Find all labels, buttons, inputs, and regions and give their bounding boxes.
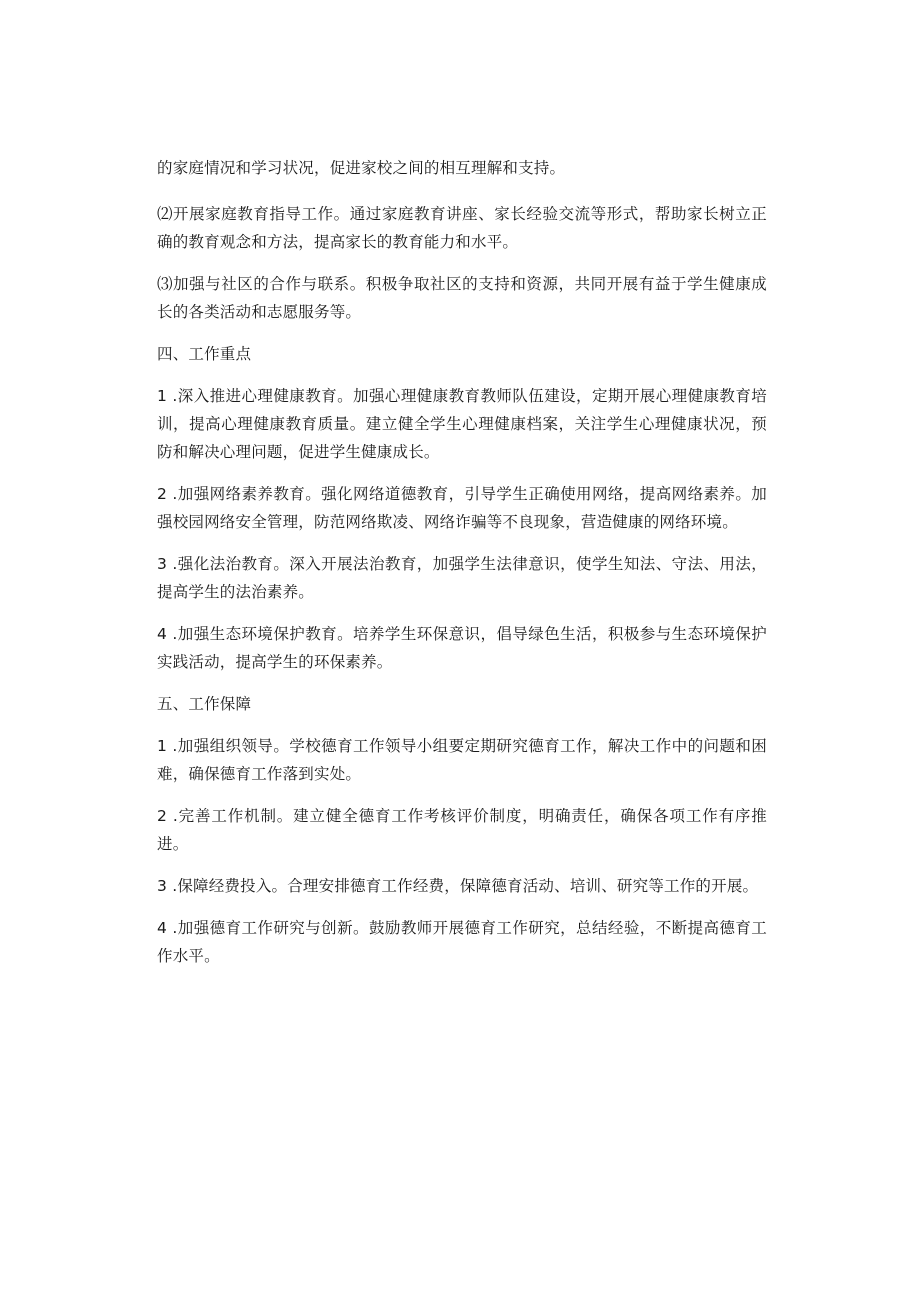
focus-item-4: 4 .加强生态环境保护教育。培养学生环保意识，倡导绿色生活，积极参与生态环境保护实践活动，提高学生的环保素养。 xyxy=(157,625,767,671)
paragraph-item-3: ⑶加强与社区的合作与联系。积极争取社区的支持和资源，共同开展有益于学生健康成长的各类活动和志愿服务等。 xyxy=(157,275,767,321)
guarantee-item-3: 3 .保障经费投入。合理安排德育工作经费，保障德育活动、培训、研究等工作的开展。 xyxy=(157,877,759,895)
guarantee-item-4: 4 .加强德育工作研究与创新。鼓励教师开展德育工作研究，总结经验，不断提高德育工作水平。 xyxy=(157,919,767,965)
paragraph-item-2: ⑵开展家庭教育指导工作。通过家庭教育讲座、家长经验交流等形式，帮助家长树立正确的教育观念和方法，提高家长的教育能力和水平。 xyxy=(157,205,767,251)
focus-item-1: 1 .深入推进心理健康教育。加强心理健康教育教师队伍建设，定期开展心理健康教育培训，提高心理健康教育质量。建立健全学生心理健康档案，关注学生心理健康状况，预防和解决心理问题，促进学生健康成长。 xyxy=(157,387,767,461)
guarantee-item-1: 1 .加强组织领导。学校德育工作领导小组要定期研究德育工作，解决工作中的问题和困难，确保德育工作落到实处。 xyxy=(157,737,767,783)
section-heading-work-guarantee: 五、工作保障 xyxy=(157,695,252,713)
document-body xyxy=(157,154,767,984)
guarantee-item-2: 2 .完善工作机制。建立健全德育工作考核评价制度，明确责任，确保各项工作有序推进。 xyxy=(157,807,767,853)
focus-item-2: 2 .加强网络素养教育。强化网络道德教育，引导学生正确使用网络，提高网络素养。加强校园网络安全管理，防范网络欺凌、网络诈骗等不良现象，营造健康的网络环境。 xyxy=(157,485,767,531)
section-heading-work-focus: 四、工作重点 xyxy=(157,345,252,363)
focus-item-3: 3 .强化法治教育。深入开展法治教育，加强学生法律意识，使学生知法、守法、用法，提高学生的法治素养。 xyxy=(157,555,767,601)
paragraph-continued: 的家庭情况和学习状况，促进家校之间的相互理解和支持。 xyxy=(157,159,566,177)
